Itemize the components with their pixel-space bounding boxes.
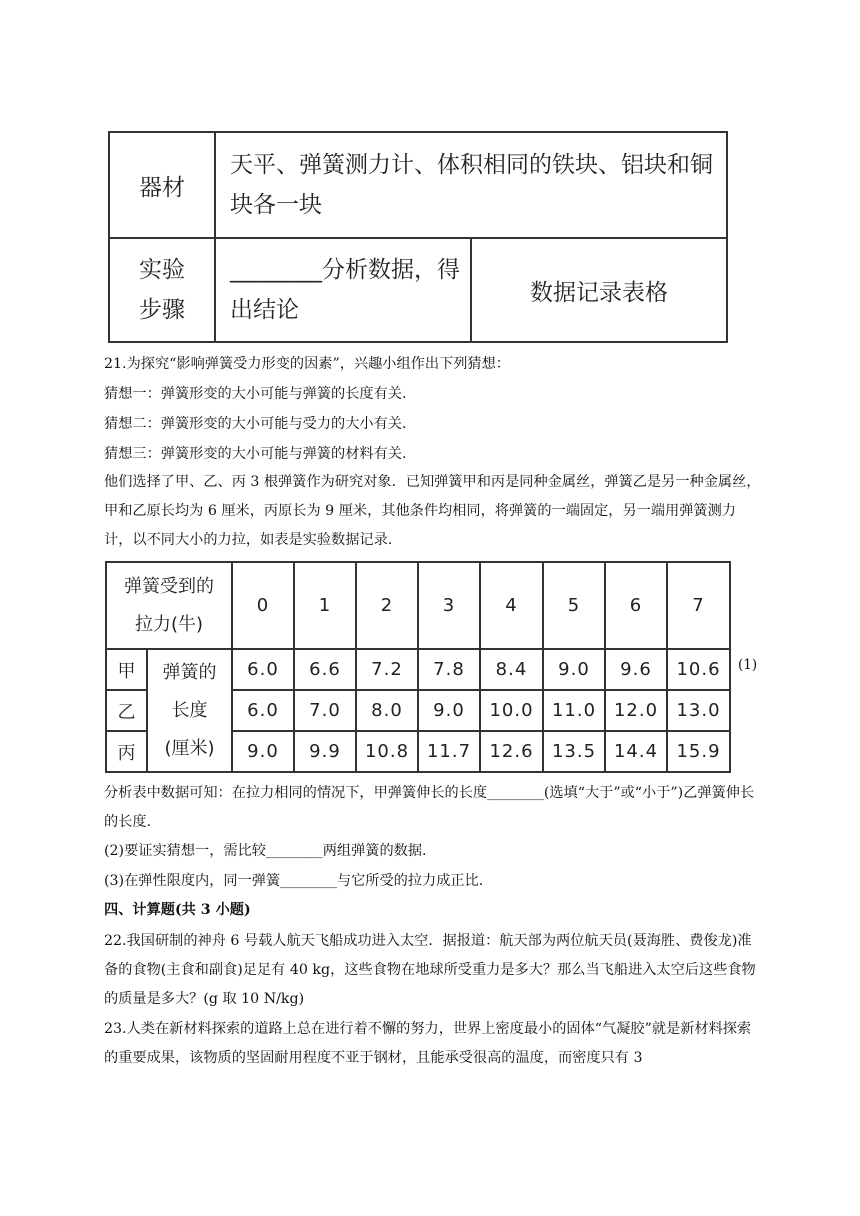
q21-part1: 分析表中数据可知：在拉力相同的情况下，甲弹簧伸长的长度________(选填“大于”或“小于”)乙弹簧伸长的长度. [104,785,755,830]
length-header-line2: 长度 [171,699,208,721]
steps-header-line1: 实验 [139,257,185,283]
force-value: 2 [356,562,418,649]
length-cell: 6.6 [294,649,356,690]
force-header [106,562,232,649]
length-cell: 9.9 [294,731,356,772]
q21-part3: (3)在弹性限度内，同一弹簧________与它所受的拉力成正比. [104,873,484,889]
force-header-line2: 拉力(牛) [134,613,204,635]
length-cell: 11.7 [418,731,480,772]
spring-data-table [105,561,731,773]
length-cell: 7.2 [356,649,418,690]
q21-guess1: 猜想一：弹簧形变的大小可能与弹簧的长度有关. [104,386,407,402]
length-cell: 13.0 [667,690,730,731]
length-header-line1: 弹簧的 [162,661,217,683]
length-cell: 8.4 [480,649,543,690]
part1-marker: (1) [738,657,758,673]
force-value: 3 [418,562,480,649]
length-header-line3: (厘米) [164,737,215,759]
q21-intro: 21.为探究“影响弹簧受力形变的因素”，兴趣小组作出下列猜想： [104,356,510,372]
length-cell: 9.6 [605,649,667,690]
section-title: 四、计算题(共 3 小题) [104,902,251,918]
record-table-text: 数据记录表格 [471,238,727,342]
length-cell: 8.0 [356,690,418,731]
spring-name: 乙 [106,690,147,731]
q21-part2: (2)要证实猜想一，需比较________两组弹簧的数据. [104,843,427,859]
force-value: 1 [294,562,356,649]
length-cell: 7.8 [418,649,480,690]
length-cell: 14.4 [605,731,667,772]
steps-header [109,238,215,342]
q23-text: 23.人类在新材料探索的道路上总在进行着不懈的努力，世界上密度最小的固体“气凝胶”就是新材料探索的重要成果，该物质的坚固耐用程度不亚于钢材，且能承受很高的温度，而密度只有 3 [104,1021,752,1066]
steps-header-line2: 步骤 [139,297,185,323]
length-cell: 6.0 [232,690,294,731]
length-cell: 7.0 [294,690,356,731]
length-cell: 10.6 [667,649,730,690]
force-value: 7 [667,562,730,649]
length-header [147,649,232,772]
length-cell: 12.6 [480,731,543,772]
q22-text: 22.我国研制的神舟 6 号载人航天飞船成功进入太空．据报道：航天部为两位航天员(聂海胜、费俊龙)准备的食物(主食和副食)足足有 40 kg，这些食物在地球所受重力是多大？那么当飞船进入太空后这些食物的质量是多大？(g 取 10 N/kg) [104,933,756,1007]
force-value: 5 [543,562,605,649]
force-value: 0 [232,562,294,649]
equipment-header: 器材 [109,132,215,238]
q21-description: 他们选择了甲、乙、丙 3 根弹簧作为研究对象．已知弹簧甲和丙是同种金属丝，弹簧乙是另一种金属丝，甲和乙原长均为 6 厘米，丙原长为 9 厘米，其他条件均相同，将弹簧的一端固定，另一端用弹簧测力计，以不同大小的力拉，如表是实验数据记录. [104,474,761,548]
force-value: 6 [605,562,667,649]
equipment-text: 天平、弹簧测力计、体积相同的铁块、铝块和铜块各一块 [215,132,727,238]
length-cell: 6.0 [232,649,294,690]
force-header-line1: 弹簧受到的 [124,575,214,597]
length-cell: 9.0 [543,649,605,690]
length-cell: 13.5 [543,731,605,772]
length-cell: 10.8 [356,731,418,772]
q21-guess2: 猜想二：弹簧形变的大小可能与受力的大小有关. [104,416,407,432]
length-cell: 9.0 [232,731,294,772]
spring-name: 甲 [106,649,147,690]
length-cell: 15.9 [667,731,730,772]
spring-name: 丙 [106,731,147,772]
force-value: 4 [480,562,543,649]
length-cell: 12.0 [605,690,667,731]
q21-guess3: 猜想三：弹簧形变的大小可能与弹簧的材料有关. [104,446,407,462]
equipment-steps-table [108,131,728,343]
length-cell: 9.0 [418,690,480,731]
steps-text: ________分析数据，得出结论 [215,238,471,342]
length-cell: 11.0 [543,690,605,731]
length-cell: 10.0 [480,690,543,731]
